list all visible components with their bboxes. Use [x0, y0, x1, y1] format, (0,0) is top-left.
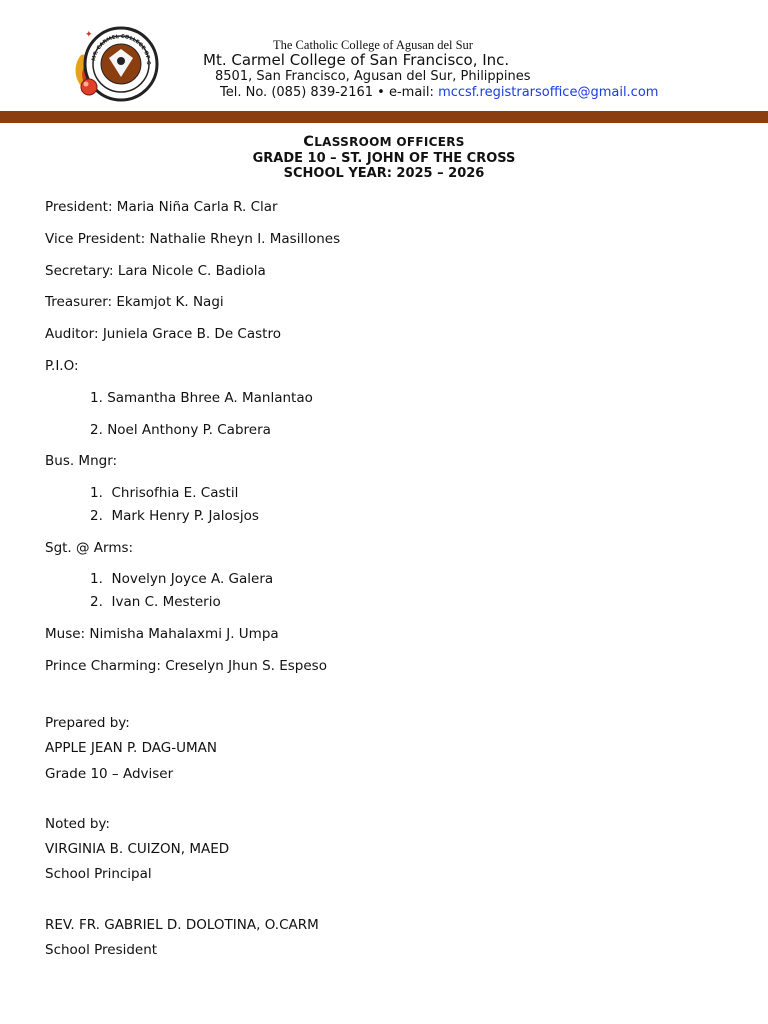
tel-label: Tel. No. [220, 85, 268, 100]
officer-secretary: Secretary: Lara Nicole C. Badiola [45, 263, 266, 279]
list-item: 2. Noel Anthony P. Cabrera [90, 422, 271, 438]
list-item: 2. Mark Henry P. Jalosjos [90, 508, 259, 524]
bus-mngr-label: Bus. Mngr: [45, 453, 118, 469]
tel-number: (085) 839-2161 [271, 85, 374, 100]
school-president-name: REV. FR. GABRIEL D. DOLOTINA, O.CARM [45, 917, 319, 933]
noted-by-label: Noted by: [45, 816, 110, 832]
college-subtitle: The Catholic College of Agusan del Sur [273, 38, 473, 52]
sgt-arms-label: Sgt. @ Arms: [45, 540, 134, 556]
officer-president: President: Maria Niña Carla R. Clar [45, 199, 278, 215]
email-label: e-mail: [388, 85, 434, 100]
doc-subtitle-year: SCHOOL YEAR: 2025 – 2026 [283, 166, 485, 181]
prepared-by-name: APPLE JEAN P. DAG-UMAN [45, 740, 217, 756]
header-divider-band [0, 111, 768, 123]
officer-vice-president: Vice President: Nathalie Rheyn I. Masillones [45, 231, 341, 247]
prepared-by-label: Prepared by: [45, 715, 130, 731]
svg-text:✦: ✦ [85, 30, 93, 40]
bullet-separator: • [377, 85, 385, 100]
officer-prince-charming: Prince Charming: Creselyn Jhun S. Espeso [45, 658, 327, 674]
pio-label: P.I.O: [45, 358, 79, 374]
institution-address: 8501, San Francisco, Agusan del Sur, Philippines [215, 69, 531, 84]
doc-title: CLASSROOM OFFICERS [303, 134, 465, 150]
institution-name: Mt. Carmel College of San Francisco, Inc. [203, 51, 510, 69]
email-link[interactable]: mccsf.registrarsoffice@gmail.com [438, 85, 659, 100]
list-item: 2. Ivan C. Mesterio [90, 594, 221, 610]
svg-text:MT. CARMEL COLLEGE OF SAN FRAN: MT. CARMEL COLLEGE OF S [91, 33, 152, 65]
school-president-title: School President [45, 942, 158, 958]
contact-line [220, 85, 658, 100]
list-item: 1. Samantha Bhree A. Manlantao [90, 390, 313, 406]
prepared-by-title: Grade 10 – Adviser [45, 766, 174, 782]
officer-muse: Muse: Nimisha Mahalaxmi J. Umpa [45, 626, 279, 642]
college-seal-logo [69, 25, 167, 103]
list-item: 1. Chrisofhia E. Castil [90, 485, 239, 501]
noted-by-title: School Principal [45, 866, 152, 882]
officer-treasurer: Treasurer: Ekamjot K. Nagi [45, 294, 224, 310]
noted-by-name: VIRGINIA B. CUIZON, MAED [45, 841, 230, 857]
list-item: 1. Novelyn Joyce A. Galera [90, 571, 274, 587]
officer-auditor: Auditor: Juniela Grace B. De Castro [45, 326, 281, 342]
doc-subtitle-section: GRADE 10 – ST. JOHN OF THE CROSS [252, 151, 516, 166]
